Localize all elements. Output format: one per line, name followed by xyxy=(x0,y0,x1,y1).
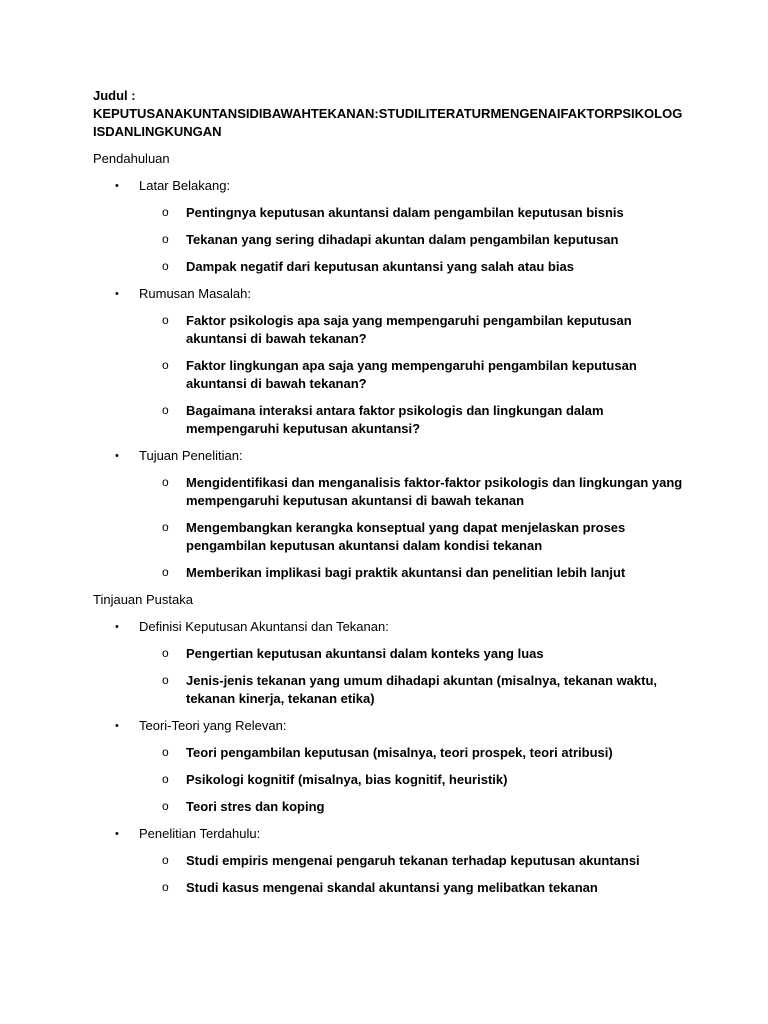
list-item-label: Penelitian Terdahulu: xyxy=(139,826,261,841)
list-item-label: Latar Belakang: xyxy=(139,178,231,193)
sublist-item-text: Pengertian keputusan akuntansi dalam konteks yang luas xyxy=(186,646,544,661)
sublist-item xyxy=(93,798,688,816)
sublist-item-text: Jenis-jenis tekanan yang umum dihadapi akuntan (misalnya, tekanan waktu, tekanan kinerja, tekanan etika) xyxy=(186,673,658,706)
sublist xyxy=(93,474,688,582)
list-item-label: Rumusan Masalah: xyxy=(139,286,251,301)
sublist-item-text: Dampak negatif dari keputusan akuntansi yang salah atau bias xyxy=(186,259,574,274)
circle-bullet-icon: o xyxy=(162,853,169,867)
sublist-item xyxy=(93,771,688,789)
circle-bullet-icon: o xyxy=(162,475,169,489)
sublist-item-text: Psikologi kognitif (misalnya, bias kognitif, heuristik) xyxy=(186,772,508,787)
document-body xyxy=(93,150,688,897)
sublist-item xyxy=(93,357,688,393)
list-item-label: Teori-Teori yang Relevan: xyxy=(139,718,287,733)
circle-bullet-icon: o xyxy=(162,313,169,327)
bullet-icon: • xyxy=(115,621,119,633)
title-label: Judul : xyxy=(93,88,136,103)
sublist xyxy=(93,312,688,438)
section-heading: Tinjauan Pustaka xyxy=(93,592,193,607)
sublist-item xyxy=(93,879,688,897)
circle-bullet-icon: o xyxy=(162,565,169,579)
sublist-item xyxy=(93,312,688,348)
list-item xyxy=(93,618,688,708)
circle-bullet-icon: o xyxy=(162,772,169,786)
sublist xyxy=(93,204,688,276)
sublist-item-text: Studi empiris mengenai pengaruh tekanan terhadap keputusan akuntansi xyxy=(186,853,640,868)
sublist-item xyxy=(93,474,688,510)
sublist xyxy=(93,852,688,897)
sublist-item xyxy=(93,852,688,870)
circle-bullet-icon: o xyxy=(162,673,169,687)
list-item-label: Definisi Keputusan Akuntansi dan Tekanan: xyxy=(139,619,389,634)
sublist-item xyxy=(93,258,688,276)
sublist-item xyxy=(93,645,688,663)
sublist-item-text: Pentingnya keputusan akuntansi dalam pengambilan keputusan bisnis xyxy=(186,205,624,220)
list-item xyxy=(93,285,688,438)
circle-bullet-icon: o xyxy=(162,520,169,534)
sublist-item-text: Teori pengambilan keputusan (misalnya, teori prospek, teori atribusi) xyxy=(186,745,613,760)
sublist-item-text: Tekanan yang sering dihadapi akuntan dalam pengambilan keputusan xyxy=(186,232,619,247)
bullet-icon: • xyxy=(115,828,119,840)
sublist-item-text: Faktor lingkungan apa saja yang mempengaruhi pengambilan keputusan akuntansi di bawah tekanan? xyxy=(186,358,637,391)
sublist-item-text: Memberikan implikasi bagi praktik akuntansi dan penelitian lebih lanjut xyxy=(186,565,626,580)
list-item xyxy=(93,447,688,582)
sublist-item-text: Mengidentifikasi dan menganalisis faktor-faktor psikologis dan lingkungan yang mempengaruhi keputusan akuntansi di bawah tekanan xyxy=(186,475,683,508)
bullet-icon: • xyxy=(115,180,119,192)
circle-bullet-icon: o xyxy=(162,646,169,660)
sublist-item xyxy=(93,564,688,582)
sublist-item xyxy=(93,672,688,708)
sublist-item-text: Studi kasus mengenai skandal akuntansi yang melibatkan tekanan xyxy=(186,880,598,895)
sublist-item xyxy=(93,402,688,438)
circle-bullet-icon: o xyxy=(162,232,169,246)
list-item-label: Tujuan Penelitian: xyxy=(139,448,243,463)
sublist-item xyxy=(93,519,688,555)
circle-bullet-icon: o xyxy=(162,205,169,219)
sublist xyxy=(93,645,688,708)
bullet-icon: • xyxy=(115,288,119,300)
sublist-item xyxy=(93,231,688,249)
sublist-item-text: Mengembangkan kerangka konseptual yang dapat menjelaskan proses pengambilan keputusan akuntansi dalam kondisi tekanan xyxy=(186,520,626,553)
circle-bullet-icon: o xyxy=(162,403,169,417)
sublist-item-text: Teori stres dan koping xyxy=(186,799,325,814)
sublist-item xyxy=(93,204,688,222)
circle-bullet-icon: o xyxy=(162,259,169,273)
list-item xyxy=(93,177,688,276)
sublist-item-text: Faktor psikologis apa saja yang mempengaruhi pengambilan keputusan akuntansi di bawah tekanan? xyxy=(186,313,632,346)
sublist-item xyxy=(93,744,688,762)
list-item xyxy=(93,717,688,816)
bullet-icon: • xyxy=(115,450,119,462)
sublist-item-text: Bagaimana interaksi antara faktor psikologis dan lingkungan dalam mempengaruhi keputusan akuntansi? xyxy=(186,403,604,436)
circle-bullet-icon: o xyxy=(162,745,169,759)
circle-bullet-icon: o xyxy=(162,799,169,813)
bullet-icon: • xyxy=(115,720,119,732)
section-heading: Pendahuluan xyxy=(93,151,170,166)
list-item xyxy=(93,825,688,897)
circle-bullet-icon: o xyxy=(162,358,169,372)
document-title: KEPUTUSANAKUNTANSIDIBAWAHTEKANAN:STUDILITERATURMENGENAIFAKTORPSIKOLOGISDANLINGKUNGAN xyxy=(93,106,683,139)
circle-bullet-icon: o xyxy=(162,880,169,894)
sublist xyxy=(93,744,688,816)
